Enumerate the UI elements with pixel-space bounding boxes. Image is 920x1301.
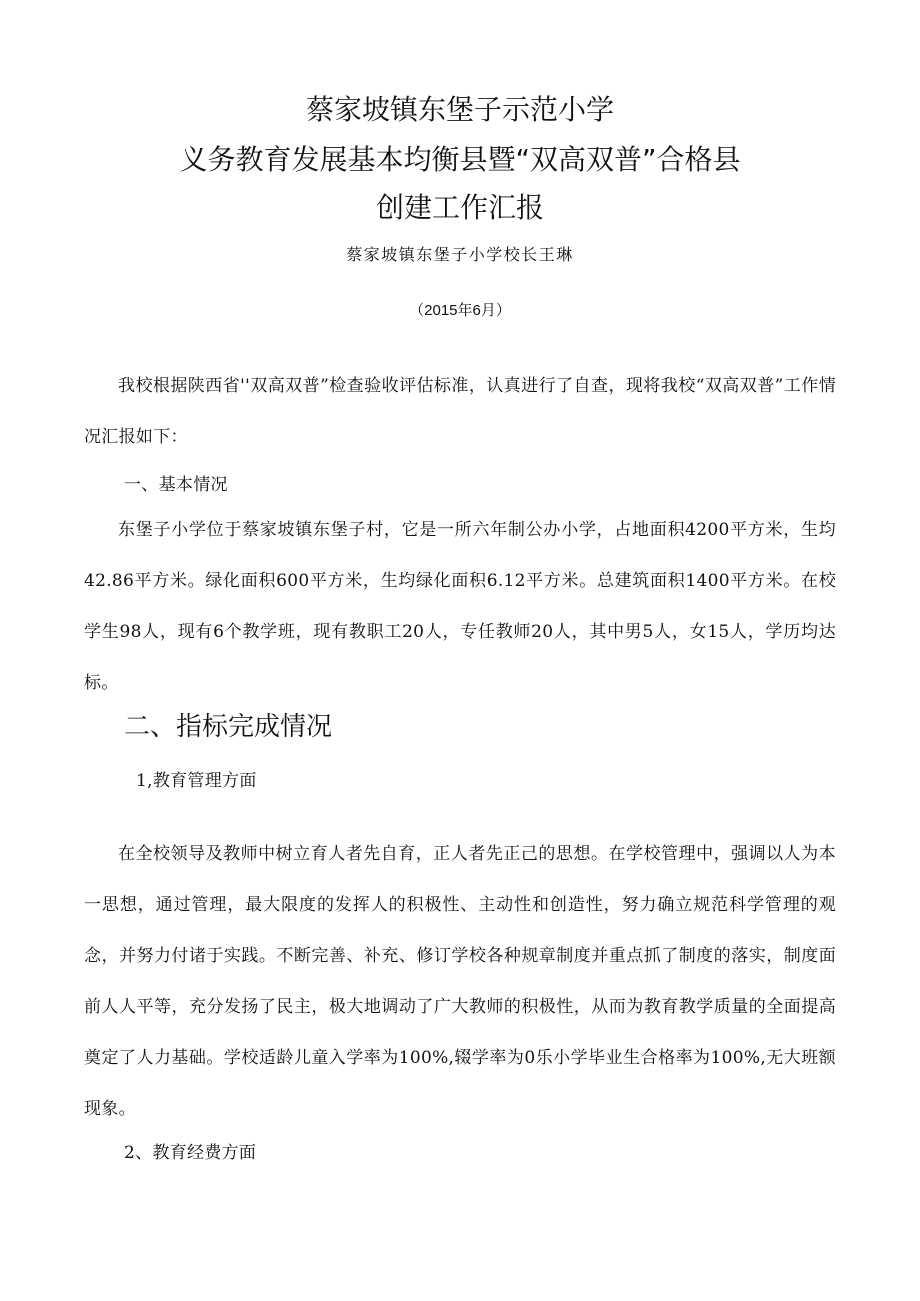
subsection-2-heading: 2、教育经费方面: [124, 1143, 257, 1163]
subsection-1-body: 在全校领导及教师中树立育人者先自育，正人者先正己的思想。在学校管理中，强调以人为本一思想，通过管理，最大限度的发挥人的积极性、主动性和创造性，努力确立规范科学管理的观念，并努力付诸于实践。不断完善、补充、修订学校各种规章制度并重点抓了制度的落实，制度面前人人平等，充分发扬了民主，极大地调动了广大教师的积极性，从而为教育教学质量的全面提高奠定了人力基础。学校适龄儿童入学率为100%,辍学率为0乐小学毕业生合格率为100%,无大班额现象。: [84, 844, 836, 1119]
intro-paragraph: 我校根据陕西省''双高双普”检查验收评估标准，认真进行了自查，现将我校“双高双普”工作情况汇报如下：: [84, 376, 836, 447]
title-line-2: 义务教育发展基本均衡县暨“双高双普”合格县: [179, 143, 741, 176]
title-line-3: 创建工作汇报: [375, 191, 544, 224]
title-line-1: 蔡家坡镇东堡子示范小学: [305, 93, 614, 126]
section-2-heading: 二、指标完成情况: [124, 712, 333, 742]
author-line: 蔡家坡镇东堡子小学校长王琳: [346, 245, 574, 264]
subsection-1-heading: 1,教育管理方面: [136, 771, 257, 791]
report-date: （2015年6月）: [409, 302, 511, 319]
section-1-body: 东堡子小学位于蔡家坡镇东堡子村，它是一所六年制公办小学，占地面积4200平方米，生均42.86平方米。绿化面积600平方米，生均绿化面积6.12平方米。总建筑面积1400平方米。在校学生98人，现有6个教学班，现有教职工20人，专任教师20人，其中男5人，女15人，学历均达标。: [84, 520, 836, 693]
section-1-heading: 一、基本情况: [124, 475, 228, 495]
